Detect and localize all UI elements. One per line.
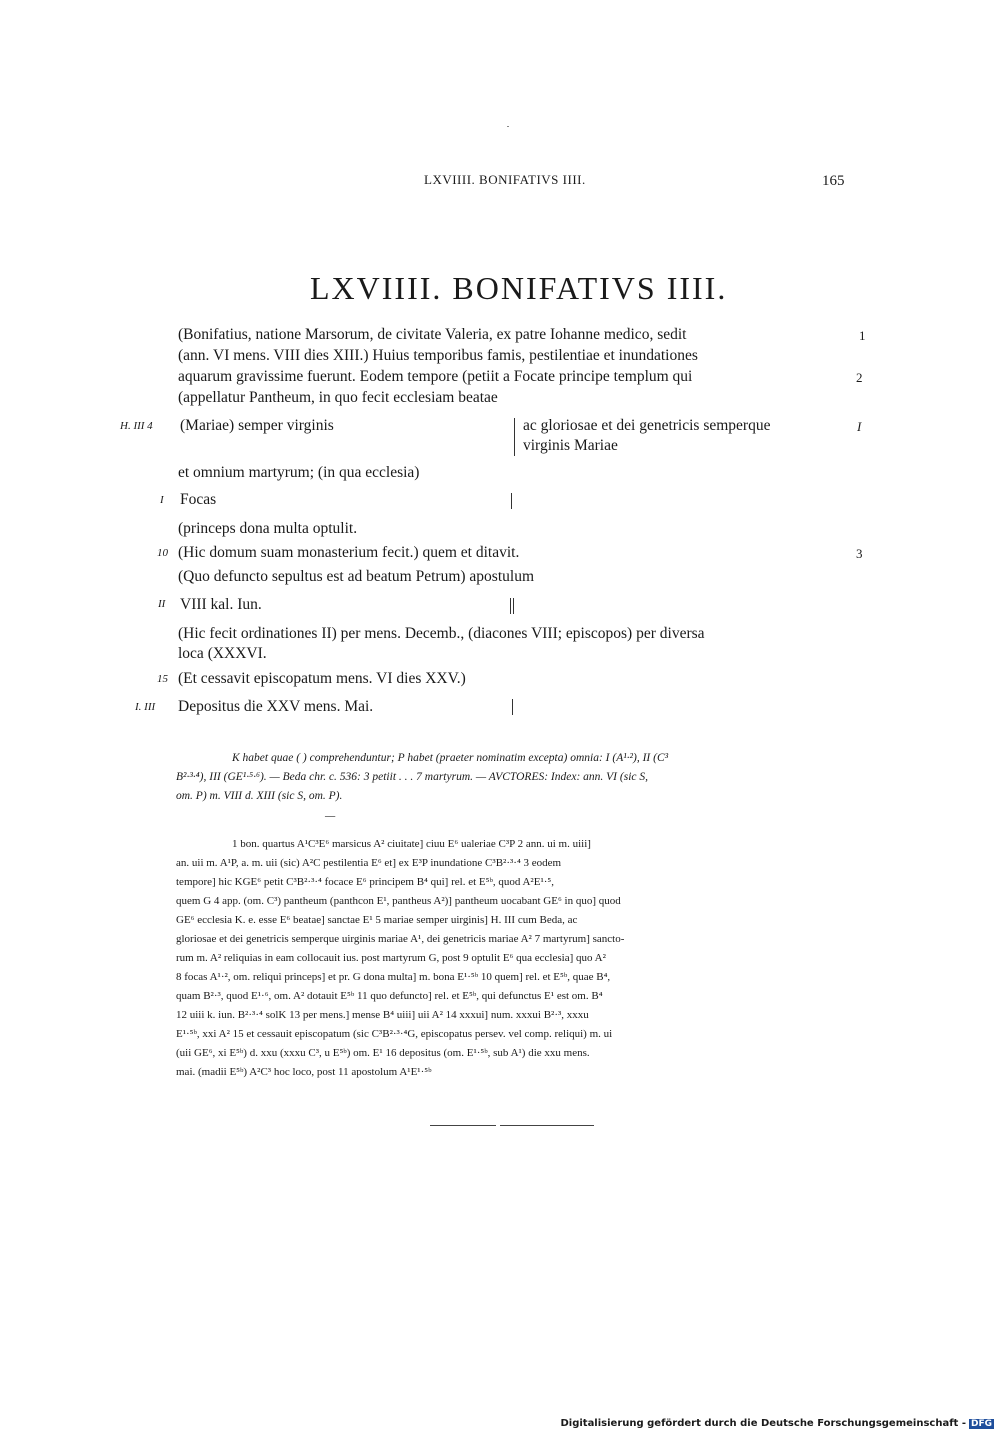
right-margin-note: 2 xyxy=(856,370,863,385)
end-rule xyxy=(430,1125,496,1126)
apparatus-line: rum m. A² reliquias in eam collocauit ius. post martyrum G, post 9 optulit E⁶ qua ecclesia] quo A² xyxy=(176,952,606,964)
text-line-12a: (Hic fecit ordinationes II) per mens. Decemb., (diacones VIII; episcopos) per diversa xyxy=(178,625,705,642)
text-line-9: (Hic domum suam monasterium fecit.) quem et ditavit. xyxy=(178,544,520,561)
sources-line-3: om. P) m. VIII d. XIII (sic S, om. P). xyxy=(176,790,343,802)
column-bar xyxy=(514,418,515,456)
text-line-5-right-a: ac gloriosae et dei genetricis semperque xyxy=(523,417,771,434)
stray-mark xyxy=(507,126,509,127)
apparatus-line: tempore] hic KGE⁶ petit C³B²·³·⁴ focace E⁶ principem B⁴ qui] rel. et E⁵ᵇ, quod A²E¹·⁵, xyxy=(176,876,554,888)
chapter-title: LXVIIII. BONIFATIVS IIII. xyxy=(310,270,728,306)
right-margin-note: 1 xyxy=(859,328,866,343)
apparatus-line: 8 focas A¹·², om. reliqui princeps] et pr. G dona multa] m. bona E¹·⁵ᵇ 10 quem] rel. et E⁵ᵇ, quae B⁴, xyxy=(176,971,611,983)
text-line-14: Depositus die XXV mens. Mai. xyxy=(178,698,374,715)
text-line-12b: loca (XXXVI. xyxy=(178,645,267,662)
apparatus-line: gloriosae et dei genetricis semperque uirginis mariae A¹, dei genetricis mariae A² 7 martyrum] sancto- xyxy=(176,933,625,945)
digitization-footer xyxy=(560,1418,994,1429)
left-margin-note: I. III xyxy=(135,701,156,713)
apparatus-line: mai. (madii E⁵ᵇ) A²C³ hoc loco, post 11 apostolum A¹E¹·⁵ᵇ xyxy=(176,1066,432,1078)
sources-dash: — xyxy=(325,810,336,822)
text-line-3: aquarum gravissime fuerunt. Eodem tempore (petiit a Focate principe templum qui xyxy=(178,368,693,385)
text-line-7: Focas xyxy=(180,491,217,508)
apparatus-line: an. uii m. A¹P, a. m. uii (sic) A²C pestilentia E⁶ et] ex E³P inundatione C³B²·³·⁴ 3 eodem xyxy=(176,857,562,869)
apparatus-line: GE⁶ ecclesia K. e. esse E⁶ beatae] sanctae E¹ 5 mariae semper uirginis] H. III cum Beda, ac xyxy=(176,914,578,926)
right-margin-note: I xyxy=(857,419,862,434)
apparatus-line: 12 uiii k. iun. B²·³·⁴ solK 13 per mens.] mense B⁴ uiii] uii A² 14 xxxui] num. xxxui B²·³, xxxu xyxy=(176,1009,589,1021)
footer-text: Digitalisierung gefördert durch die Deutsche Forschungsgemeinschaft - xyxy=(560,1418,966,1429)
end-rule xyxy=(500,1125,594,1126)
column-bar xyxy=(510,598,511,614)
text-line-10: (Quo defuncto sepultus est ad beatum Petrum) apostulum xyxy=(178,568,535,585)
left-margin-note: II xyxy=(158,598,166,610)
apparatus-line: E¹·⁵ᵇ, xxi A² 15 et cessauit episcopatum (sic C³B²·³·⁴G, episcopatus persev. vel comp. reliqui) m. ui xyxy=(176,1028,613,1040)
text-line-13: (Et cessavit episcopatum mens. VI dies XXV.) xyxy=(178,670,466,687)
apparatus-line: 1 bon. quartus A¹C³E⁶ marsicus A² ciuitate] ciuu E⁶ ualeriae C³P 2 ann. ui m. uiii] xyxy=(232,838,591,850)
text-line-8: (princeps dona multa optulit. xyxy=(178,520,358,537)
apparatus-line: (uii GE⁶, xi E⁵ᵇ) d. xxu (xxxu C³, u E⁵ᵇ) om. E¹ 16 depositus (om. E¹·⁵ᵇ, sub A¹) die xxu mens. xyxy=(176,1047,590,1059)
column-bar xyxy=(511,493,512,509)
text-line-11: VIII kal. Iun. xyxy=(180,596,262,613)
text-line-2: (ann. VI mens. VIII dies XIII.) Huius temporibus famis, pestilentiae et inundationes xyxy=(178,347,698,364)
sources-line-1: K habet quae ( ) comprehenduntur; P habet (praeter nominatim excepta) omnia: I (A¹·²), II (C³ xyxy=(232,752,669,764)
text-line-6: et omnium martyrum; (in qua ecclesia) xyxy=(178,464,420,481)
text-line-1: (Bonifatius, natione Marsorum, de civitate Valeria, ex patre Iohanne medico, sedit xyxy=(178,326,687,343)
left-margin-note: 15 xyxy=(157,673,168,685)
dfg-logo: DFG xyxy=(970,1419,992,1429)
left-margin-note: H. III 4 xyxy=(120,420,153,432)
column-bar xyxy=(512,699,513,715)
sources-line-2: B²·³·⁴), III (GE¹·⁵·⁶). — Beda chr. c. 536: 3 petiit . . . 7 martyrum. — AVCTORES: Index: ann. VI (sic S, xyxy=(176,771,648,783)
running-title: LXVIIII. BONIFATIVS IIII. xyxy=(424,172,586,187)
apparatus-line: quem G 4 app. (om. C³) pantheum (panthcon E¹, pantheus A²)] pantheum uocabant GE⁶ in quo] quod xyxy=(176,895,621,907)
page-number: 165 xyxy=(822,173,845,189)
left-margin-note: 10 xyxy=(157,547,168,559)
left-margin-note: I xyxy=(160,494,164,506)
text-line-5-left: (Mariae) semper virginis xyxy=(180,417,334,434)
text-line-4: (appellatur Pantheum, in quo fecit ecclesiam beatae xyxy=(178,389,498,406)
column-bar xyxy=(513,598,514,614)
apparatus-line: quam B²·³, quod E¹·⁶, om. A² dotauit E⁵ᵇ 11 quo defuncto] rel. et E⁵ᵇ, qui defunctus E¹ est om. B⁴ xyxy=(176,990,603,1002)
text-line-5-right-b: virginis Mariae xyxy=(523,437,618,454)
right-margin-note: 3 xyxy=(856,546,863,561)
